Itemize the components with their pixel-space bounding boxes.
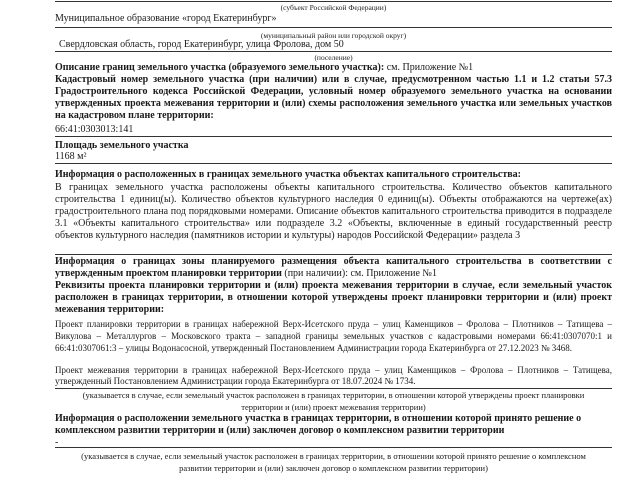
settlement-caption: (поселение) — [314, 53, 353, 62]
complex-development-rule — [55, 447, 612, 448]
area-label-text: Площадь земельного участка — [55, 140, 189, 151]
complex-development-value: - — [55, 437, 59, 448]
planning-zone-label: Информация о границах зоны планируемого размещения объекта капитального строительства в соответствии с утвержденным проектом планировки территории — [55, 256, 612, 279]
subject-caption: (субъект Российской Федерации) — [280, 3, 387, 12]
requisites-label — [55, 280, 612, 316]
planning-project-text: Проект планировки территории в границах набережной Верх-Исетского пруда – улиц Каменщиков – Фролова – Плотников – Татищева – Викулова – Металлургов – Московского тракта – западной границы земельных участков с кадастровыми номерами 66:41:0307070:1 и 66:41:0307061:3 – улицы Водонасосной, утвержденный Постановлением Администрации города Екатеринбурга от 27.12.2023 № 3468. — [55, 319, 612, 353]
settlement-value: Свердловская область, город Екатеринбург, улица Фролова, дом 50 — [59, 39, 344, 50]
capital-objects-rule — [55, 254, 612, 255]
planning-zone-note: (при наличии): — [284, 268, 348, 279]
municipality-caption: (муниципальный район или городской округ) — [260, 31, 407, 40]
complex-development-caption: (указывается в случае, если земельный участок расположен в границах территории, в отношении которой принято решение о комплексном развитии территории и (или) заключен договор о комплексном развитии территории) — [81, 451, 586, 473]
municipality-rule — [55, 27, 612, 28]
survey-project-text: Проект межевания территории в границах набережной Верх-Исетского пруда – улиц Каменщиков – Фролова – Плотников – Татищева, утвержденный Постановлением Администрации города Екатеринбурга от 18.07.2024 № 1734. — [55, 365, 612, 386]
boundaries-label: Описание границ земельного участка (образуемого земельного участка): — [55, 62, 385, 73]
requisites-label-text: Реквизиты проекта планировки территории и (или) проекта межевания территории в случае, если земельный участок расположен в границах территории, в отношении которой утверждены проект планировки территории и (или) проект межевания территории: — [55, 280, 612, 315]
municipality-value: Муниципальное образование «город Екатеринбург» — [55, 13, 277, 24]
cadastral-rule — [55, 136, 612, 137]
area-rule — [55, 163, 612, 164]
complex-development-label-text: Информация о расположении земельного участка в границах территории, в отношении которой принято решение о комплексном развитии территории и (или) заключен договор о комплексном развитии территории — [55, 413, 582, 436]
complex-development-label — [55, 413, 612, 437]
planning-zone-section — [55, 256, 612, 280]
boundaries-section — [55, 62, 612, 74]
cadastral-value: 66:41:0303013:141 — [55, 124, 134, 135]
capital-objects-label — [55, 169, 612, 181]
area-value: 1168 м² — [55, 151, 87, 162]
capital-objects-label-text: Информация о расположенных в границах земельного участка объектах капитального строительства: — [55, 169, 521, 180]
cadastral-label-text: Кадастровый номер земельного участка (при наличии) или в случае, предусмотренном частью 1.1 и 1.2 статьи 57.3 Градостроительного кодекса Российской Федерации, условный номер образуемого земельного участка на основании утвержденных проекта межевания территории и (или) схемы расположения земельного участка или земельных участков на кадастровом плане территории: — [55, 74, 612, 121]
boundaries-value: см. Приложение №1 — [386, 62, 474, 73]
requisites-caption: (указывается в случае, если земельный участок расположен в границах территории, в отношении которой утверждены проект планировки территории и (или) проект межевания территории) — [82, 390, 585, 412]
capital-objects-text: В границах земельного участка расположены объекты капитального строительства. Количество объектов капитального строительства 1 единиц(ы). Количество объектов культурного наследия 0 единиц(ы). Объекты отображаются на чертеже(ах) градостроительного плана под порядковыми номерами. Описание объектов капитального строительства приводится в подразделе 3.1 «Объекты капитального строительства» или подразделе 3.2 «Объекты, включенные в единый государственный реестр объектов культурного наследия (памятников истории и культуры) народов Российской Федерации» раздела 3 — [55, 182, 612, 241]
planning-zone-value: см. Приложение №1 — [350, 268, 437, 279]
cadastral-label — [55, 74, 612, 122]
